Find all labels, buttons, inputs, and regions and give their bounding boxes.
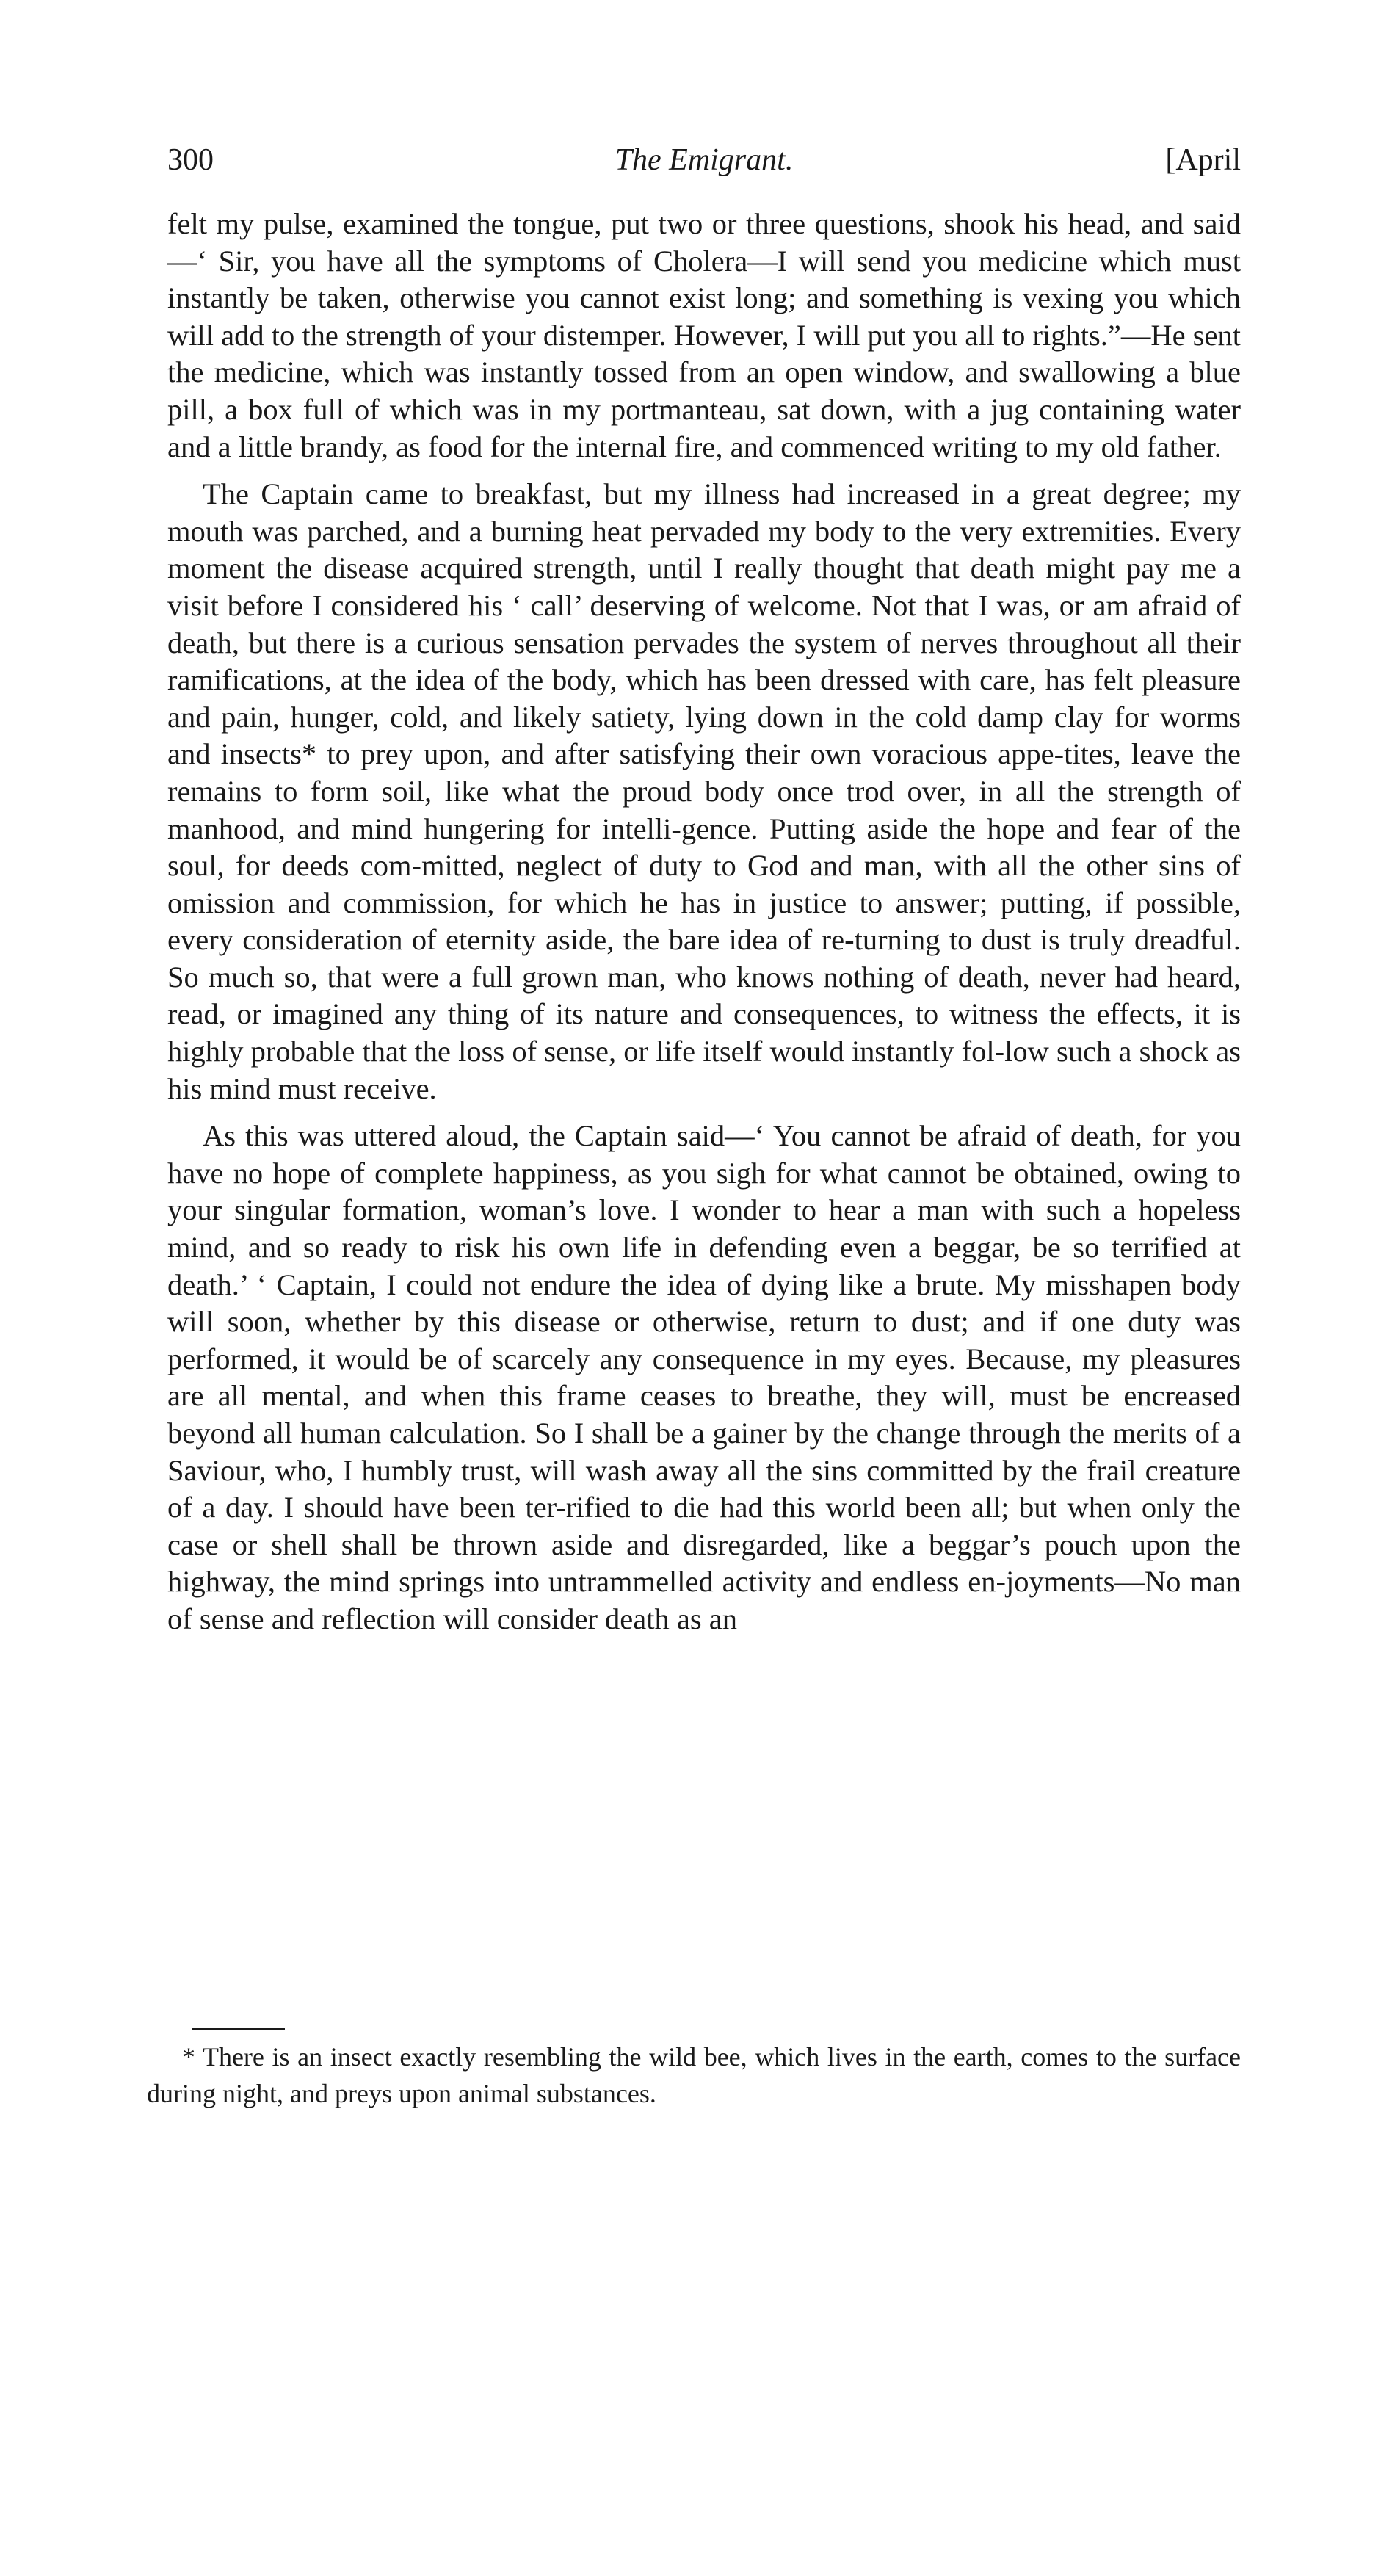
running-head-label: [April <box>1165 143 1241 177</box>
paragraph: As this was uttered aloud, the Captain said—‘ You cannot be afraid of death, for you have no hope of complete happiness, as you sigh for what cannot be obtained, owing to your singular formation, woman’s love. I wonder to hear a man with such a hopeless mind, and so ready to risk his own life in defending even a beggar, be so terrified at death.’ ‘ Captain, I could not endure the idea of dying like a brute. My misshapen body will soon, whether by this disease or otherwise, return to dust; and if one duty was performed, it would be of scarcely any consequence in my eyes. Because, my pleasures are all mental, and when this frame ceases to breathe, they will, must be encreased beyond all human calculation. So I shall be a gainer by the change through the merits of a Saviour, who, I humbly trust, will wash away all the sins committed by the frail creature of a day. I should have been ter-rified to die had this world been all; but when only the case or shell shall be thrown aside and disregarded, like a beggar’s pouch upon the highway, the mind springs into untrammelled activity and endless en-joyments—No man of sense and reflection will consider death as an <box>167 1119 1241 1635</box>
paragraph: The Captain came to breakfast, but my illness had increased in a great degree; my mouth was parched, and a burning heat pervaded my body to the very extremities. Every moment the disease acquired strength, until I really thought that death might pay me a visit before I considered his ‘ call’ deserving of welcome. Not that I was, or am afraid of death, but there is a curious sensation pervades the system of nerves throughout all their ramifications, at the idea of the body, which has been dressed with care, has felt pleasure and pain, hunger, cold, and likely satiety, lying down in the cold damp clay for worms and insects* to prey upon, and after satisfying their own voracious appe-tites, leave the remains to form soil, like what the proud body once trod over, in all the strength of manhood, and mind hungering for intelli-gence. Putting aside the hope and fear of the soul, for deeds com-mitted, neglect of duty to God and man, with all the other sins of omission and commission, for which he has in justice to answer; putting, if possible, every consideration of eternity aside, the bare idea of re-turning to dust is truly dreadful. So much so, that were a full grown man, who knows nothing of death, never had heard, read, or imagined any thing of its nature and consequences, to witness the effects, it is highly probable that the loss of sense, or life itself would instantly fol-low such a shock as his mind must receive. <box>167 477 1241 1105</box>
footnote-divider <box>192 2028 285 2030</box>
page-number: 300 <box>167 143 214 177</box>
paragraph-continuation: felt my pulse, examined the tongue, put two or three questions, shook his head, and said—‘ Sir, you have all the symptoms of Cholera—I will send you medicine which must instantly be taken, otherwise you cannot exist long; and something is vexing you which will add to the strength of your distemper. However, I will put you all to rights.”—He sent the medicine, which was instantly tossed from an open window, and swallowing a blue pill, a box full of which was in my portmanteau, sat down, with a jug containing water and a little brandy, as food for the internal fire, and commenced writing to my old father. <box>167 207 1241 463</box>
footnote <box>147 2038 1241 2112</box>
book-title: The Emigrant. <box>615 143 794 177</box>
running-head <box>167 138 1241 182</box>
body-text <box>167 206 1241 1638</box>
footnote-text: * There is an insect exactly resembling the wild bee, which lives in the earth, comes to the surface during night, and preys upon animal substances. <box>147 2042 1241 2108</box>
